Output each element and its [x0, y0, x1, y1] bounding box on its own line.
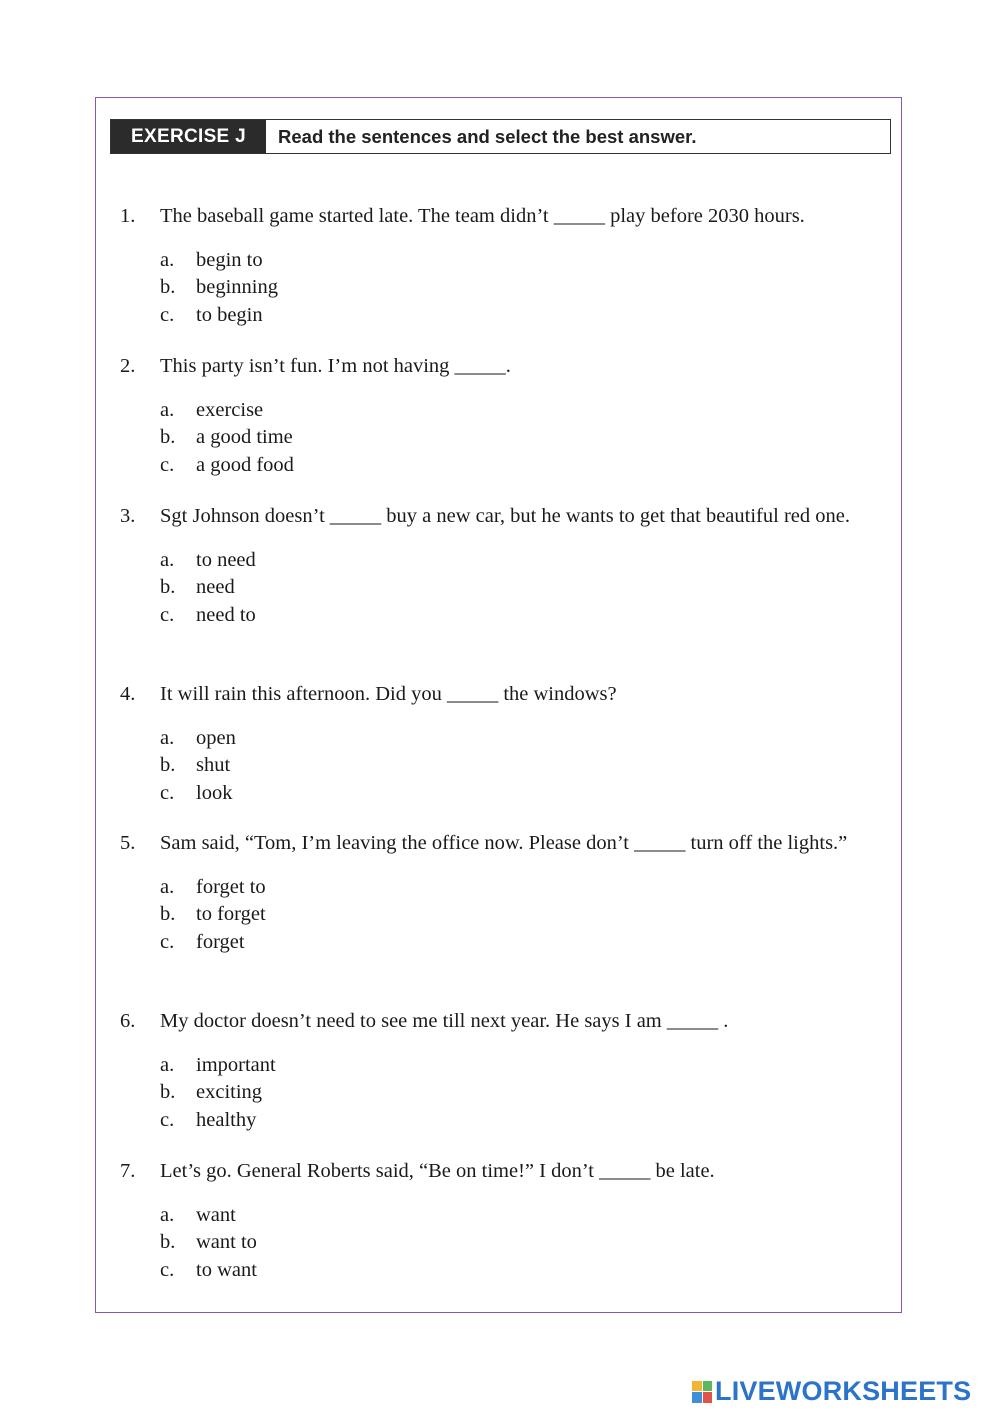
option-letter: b. [160, 903, 176, 926]
option-letter: c. [160, 1108, 175, 1131]
option-b[interactable] [160, 752, 890, 779]
option-a[interactable] [160, 397, 890, 424]
option-text: forget to [196, 876, 266, 898]
option-text: look [196, 781, 233, 804]
option-letter: b. [160, 276, 176, 299]
question-number: 7. [120, 1160, 136, 1182]
question-2 [120, 352, 890, 479]
option-text: exciting [196, 1081, 263, 1104]
question-text: Let’s go. General Roberts said, “Be on time!” I don’t _____ be late. [160, 1160, 715, 1182]
options-list [120, 247, 890, 329]
question-1 [120, 202, 890, 329]
option-letter: b. [160, 1081, 176, 1104]
option-text: exercise [196, 399, 264, 421]
option-text: to forget [196, 903, 266, 926]
option-letter: b. [160, 426, 176, 449]
option-letter: a. [160, 1054, 175, 1076]
option-a[interactable] [160, 874, 890, 901]
option-text: need [196, 576, 235, 599]
logo-text: LIVEWORKSHEETS [715, 1376, 972, 1406]
option-text: open [196, 727, 236, 749]
options-list [120, 1052, 890, 1134]
option-a[interactable] [160, 725, 890, 752]
question-number: 2. [120, 355, 136, 377]
option-text: important [196, 1054, 276, 1076]
option-text: begin to [196, 249, 263, 271]
option-letter: c. [160, 930, 175, 953]
option-a[interactable] [160, 1202, 890, 1229]
options-list [120, 725, 890, 807]
option-letter: b. [160, 754, 176, 777]
option-b[interactable] [160, 901, 890, 928]
option-letter: a. [160, 1204, 175, 1226]
liveworksheets-logo[interactable] [692, 1376, 971, 1407]
options-list [120, 397, 890, 479]
question-5 [120, 829, 890, 956]
option-text: a good time [196, 426, 293, 449]
option-letter: a. [160, 727, 175, 749]
liveworksheets-logo-icon [692, 1381, 712, 1403]
exercise-header [110, 119, 891, 154]
option-letter: c. [160, 303, 175, 326]
options-list [120, 874, 890, 956]
option-text: a good food [196, 453, 294, 476]
question-7 [120, 1157, 890, 1284]
option-letter: c. [160, 781, 175, 804]
option-text: beginning [196, 276, 278, 299]
option-c[interactable] [160, 302, 890, 329]
option-b[interactable] [160, 274, 890, 301]
question-6 [120, 1007, 890, 1134]
option-c[interactable] [160, 1257, 890, 1284]
question-text: This party isn’t fun. I’m not having _____. [160, 355, 511, 377]
exercise-instruction: Read the sentences and select the best answer. [278, 125, 697, 147]
option-text: to need [196, 549, 256, 571]
option-c[interactable] [160, 602, 890, 629]
question-number: 1. [120, 205, 136, 227]
question-text: It will rain this afternoon. Did you _____ the windows? [160, 683, 617, 705]
question-text: My doctor doesn’t need to see me till next year. He says I am _____ . [160, 1010, 729, 1032]
option-text: need to [196, 603, 256, 626]
question-number: 3. [120, 505, 136, 527]
question-4 [120, 680, 890, 807]
exercise-label: EXERCISE J [111, 120, 266, 153]
option-c[interactable] [160, 452, 890, 479]
option-c[interactable] [160, 1107, 890, 1134]
question-number: 6. [120, 1010, 136, 1032]
options-list [120, 547, 890, 629]
option-letter: a. [160, 549, 175, 571]
option-letter: c. [160, 603, 175, 626]
question-text: The baseball game started late. The team didn’t _____ play before 2030 hours. [160, 205, 805, 227]
option-b[interactable] [160, 424, 890, 451]
option-text: want [196, 1204, 236, 1226]
option-a[interactable] [160, 247, 890, 274]
option-text: shut [196, 754, 231, 777]
option-letter: c. [160, 1258, 175, 1281]
option-letter: b. [160, 576, 176, 599]
option-text: to begin [196, 303, 263, 326]
option-letter: b. [160, 1231, 176, 1254]
option-text: want to [196, 1231, 257, 1254]
question-number: 5. [120, 832, 136, 854]
question-3 [120, 502, 890, 629]
option-letter: a. [160, 249, 175, 271]
option-letter: c. [160, 453, 175, 476]
options-list [120, 1202, 890, 1284]
option-b[interactable] [160, 1079, 890, 1106]
question-text: Sam said, “Tom, I’m leaving the office now. Please don’t _____ turn off the lights.” [160, 832, 848, 854]
option-c[interactable] [160, 780, 890, 807]
option-text: to want [196, 1258, 257, 1281]
question-text: Sgt Johnson doesn’t _____ buy a new car, but he wants to get that beautiful red one. [160, 505, 850, 527]
option-text: healthy [196, 1108, 257, 1131]
option-b[interactable] [160, 574, 890, 601]
option-b[interactable] [160, 1229, 890, 1256]
option-letter: a. [160, 399, 175, 421]
option-a[interactable] [160, 547, 890, 574]
option-c[interactable] [160, 929, 890, 956]
option-text: forget [196, 930, 245, 953]
option-letter: a. [160, 876, 175, 898]
question-number: 4. [120, 683, 136, 705]
option-a[interactable] [160, 1052, 890, 1079]
